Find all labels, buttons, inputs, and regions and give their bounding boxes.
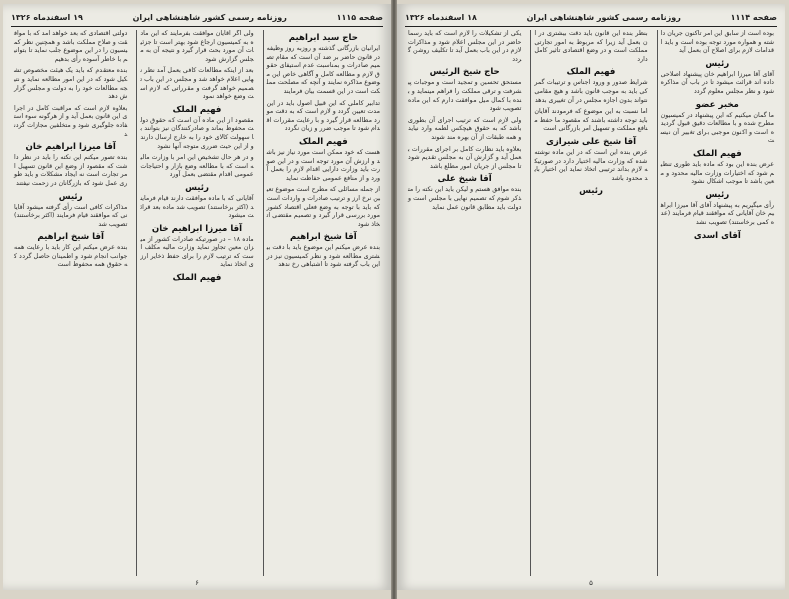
speaker-heading: آقای اسدی — [693, 230, 741, 241]
text-column — [405, 30, 524, 576]
paragraph: از جمله مسائلی که مطرح است موضوع تعیین نرخ ارز و ترتیب صادرات و واردات است که باید با توجه به وضع فعلی اقتصاد کشور مورد بررسی قرار گیرد و تصمیم مقتضی اتخاذ شود — [266, 186, 380, 228]
paragraph: هست که خود ممکن است مورد نیاز نیز باشد و ارزش آن مورد توجه است و در این صورت باید وزارت دارایی اقدام لازم را بعمل آورد و از منافع عمومی حفاظت نماید — [266, 148, 380, 182]
speaker-heading: فهیم الملک — [566, 67, 616, 78]
text-column — [530, 30, 650, 576]
paragraph: بعلاوه لازم است که مراقبت کامل در اجرای این قانون بعمل آید و از هرگونه سوء استفاده جلوگیری شود و متخلفین مجازات گردند — [14, 104, 128, 138]
right-page-columns — [405, 30, 777, 576]
speaker-heading: آقا میرزا ابراهیم خان — [25, 142, 116, 153]
paragraph: بنده معتقدم که باید یک هیئت مخصوص تشکیل شود که در این امور مطالعه نماید و نتیجه مطالعات خود را به دولت و مجلس گزارش دهد — [14, 67, 128, 101]
right-page — [397, 4, 785, 590]
left-page — [3, 4, 391, 590]
paragraph: آقای آقا میرزا ابراهیم خان پیشنهاد اصلاحی داده اند قرائت میشود تا در باب آن مذاکره شود و نظر مجلس معلوم گردد — [660, 70, 774, 95]
paragraph: مذاکرات کافی است رأی گرفته میشود آقایانی که موافقند قیام فرمایند (اکثر برخاستند) تصویب شد — [14, 203, 128, 228]
speaker-heading: رئیس — [579, 186, 603, 197]
paragraph: بوده است از سابق این امر تاکنون جریان داشته و همواره مورد توجه بوده است و باید اقدامات لازم برای اصلاح آن بعمل آید — [660, 30, 774, 55]
paragraph: آقایانی که با ماده موافقت دارند قیام فرمایند (اکثر برخاستند) تصویب شد ماده بعد قرائت میشود — [140, 194, 254, 220]
left-page-title: روزنامه رسمی کشور شاهنشاهی ایران — [132, 12, 287, 22]
speaker-heading: فهیم الملک — [692, 148, 742, 159]
speaker-heading: رئیس — [185, 182, 209, 193]
speaker-heading: رئیس — [58, 191, 83, 202]
right-page-title: روزنامه رسمی کشور شاهنشاهی ایران — [526, 12, 681, 22]
paragraph: رأی میگیریم به پیشنهاد آقای آقا میرزا ابراهیم خان آقایانی که موافقند قیام فرمایند (عده کمی برخاستند) تصویب نشد — [660, 201, 774, 226]
paragraph: ولی لازم است که ترتیب اجرای آن بطوری باشد که به حقوق هیچکس لطمه وارد نیاید و همه طبقات از آن بهره مند شوند — [408, 116, 522, 141]
paragraph: بعلاوه باید نظارت کامل بر اجرای مقررات بعمل آید و گزارش آن به مجلس تقدیم شود تا مجلس از جریان امور مطلع باشد — [408, 145, 522, 170]
paragraph: ما گمان میکنیم که این پیشنهاد در کمیسیون مطرح شده و با مطالعات دقیق قبول گردیده است و اکنون موجبی برای تغییر آن نیست — [660, 111, 774, 145]
left-page-footer-number: ۶ — [195, 579, 199, 587]
paragraph: دولتی اقتصادی که بعد خواهد آمد که با موافقت و صلاح مملکت باشد و همچنین نظر کمیسیون را در این موضوع جلب نماید تا بتوانیم با خاطر آسوده رأی بدهیم — [14, 30, 128, 63]
right-page-footer-number: ۵ — [589, 579, 593, 587]
speaker-heading: آقا شیخ علی — [437, 174, 492, 185]
speaker-heading: فهیم الملک — [298, 136, 348, 147]
text-column — [11, 30, 130, 576]
speaker-heading: رئیس — [705, 189, 730, 200]
speaker-heading: حاج سید ابراهیم — [288, 33, 358, 43]
speaker-heading: فهیم الملک — [172, 104, 222, 115]
left-page-header — [11, 10, 383, 27]
paragraph: بنده عرض میکنم این کار باید با رعایت همه جوانب انجام شود و اطمینان حاصل گردد که حقوق همه محفوظ است — [14, 244, 128, 269]
paragraph: تدابیر کاملی که این قبیل اصول باید در این مدت تعیین گردد و لازم است که به دقت مورد مطالعه قرار گیرد و با رعایت مقررات اقدام شود تا موجب ضرر و زیان نگردد — [266, 99, 380, 133]
paragraph: ولی اگر آقایان موافقت بفرمایند که این ماده به کمیسیون ارجاع شود بهتر است تا جزئیات آن مورد بحث قرار گیرد و نتیجه آن به مجلس گزارش شود — [140, 30, 254, 63]
speaker-heading: آقا شیخ ابراهیم — [290, 232, 357, 243]
text-column — [263, 30, 383, 576]
paragraph: عرض بنده این بود که ماده باید طوری تنظیم شود که اختیارات وزارت مالیه محدود و معین باشد تا موجب اشکال نشود — [660, 160, 774, 186]
speaker-heading: آقا شیخ علی شیرازی — [545, 136, 637, 147]
left-page-number: صفحه ۱۱۱۵ — [336, 12, 383, 22]
right-page-date: ۱۸ اسفندماه ۱۳۲۶ — [405, 12, 477, 22]
paragraph: بعد از اینکه مطالعات کافی بعمل آمد نظر نهایی اعلام خواهد شد و مجلس در این باب تصمیم خواهد گرفت و مقرراتی که لازم است وضع خواهد نمود — [140, 67, 254, 101]
speaker-heading: رئیس — [705, 58, 730, 69]
right-page-number: صفحه ۱۱۱۴ — [730, 12, 777, 22]
speaker-heading: آقا شیخ ابراهیم — [37, 232, 104, 243]
paragraph: مستحق تحسین و تمجید است و موجبات پیشرفت و ترقی مملکت را فراهم مینماید و بنده با کمال میل موافقت دارم که این ماده تصویب شود — [408, 79, 522, 113]
paragraph: مقصود از این ماده آن است که حقوق دولت محفوظ بماند و صادرکنندگان نیز بتوانند با سهولت کالای خود را به خارج ارسال دارند و از این حیث ضرری متوجه آنها نشود — [140, 116, 254, 150]
paragraph: شرایط صدور و ورود اجناس و ترتیبات گمرکی باید به موجب قانون باشد و هیچ مقامی نتواند بدون اجازه مجلس در آن تغییری بدهد — [534, 79, 648, 104]
speaker-heading: حاج شیخ الرئیس — [429, 67, 500, 78]
paragraph: بنده عرض میکنم این موضوع باید با دقت بیشتری مطالعه شود و نظر کمیسیون نیز در این باب گرفته شود تا اشتباهی رخ ندهد — [266, 244, 380, 269]
left-page-columns — [11, 30, 383, 576]
text-column — [657, 30, 777, 576]
paragraph: ایرانیان بازرگانی گذشته و روزبه روز وظیفه در قانون حاضر بر ضد آن است که مقام تصمیم صادرات و بمناسبت عدم استیفای حقوق لازم و مطالعه کامل و آگاهی خاص این موضوع مذاکره نمایند و آنچه که مصلحت مملکت است در این قسمت بیان فرمایند — [266, 45, 380, 95]
paragraph: یکی از تشکیلات را لازم است که باید رسماً حاضر در این مجلس اعلام شود و مذاکرات لازم در این باب بعمل آید تا تکلیف روشن گردد — [408, 30, 522, 63]
paragraph: و در هر حال تشخیص این امر با وزارت مالیه است که با مطالعه وضع بازار و احتیاجات عمومی اقدام مقتضی بعمل آورد — [140, 154, 254, 179]
left-page-date: ۱۹ اسفندماه ۱۳۲۶ — [11, 12, 83, 22]
speaker-heading: مخبر عضو — [695, 99, 739, 110]
paragraph: عرض بنده این است که در این ماده نوشته شده که وزارت مالیه اختیار دارد در صورتیکه لازم بداند ترتیبی اتخاذ نماید این اختیار باید محدود باشد — [534, 148, 648, 182]
right-page-header — [405, 10, 777, 27]
speaker-heading: فهیم الملک — [172, 273, 222, 284]
paragraph: بنده تصور میکنم این نکته را باید در نظر داشت که مقصود از وضع این قانون تسهیل امر تجارت است نه ایجاد مشکلات و باید طوری عمل شود که بازرگانان در زحمت نیفتند — [14, 154, 128, 187]
paragraph: بنظر بنده این قانون باید دقت بیشتری در آن بعمل آید زیرا که مربوط به امور تجارتی مملکت است و در وضع اقتصادی تاثیر کامل دارد — [534, 30, 648, 63]
paragraph: بنده موافق هستم و لیکن باید این نکته را متذکر شوم که تصمیم نهایی با مجلس است و دولت باید مطابق قانون عمل نماید — [408, 186, 522, 211]
speaker-heading: آقا میرزا ابراهیم خان — [151, 223, 243, 234]
paragraph: ماده ۱۸ – در صورتیکه صادرات کشور از میزان معین تجاوز نماید وزارت مالیه مکلف است که ترتیب لازم را برای حفظ ذخایر ارزی اتخاذ نماید — [140, 235, 254, 269]
paragraph: اما نسبت به این موضوع که فرمودند آقایان باید توجه داشته باشند که مقصود ما حفظ منافع مملکت و تسهیل امر بازرگانی است — [534, 108, 648, 133]
text-column — [136, 30, 256, 576]
